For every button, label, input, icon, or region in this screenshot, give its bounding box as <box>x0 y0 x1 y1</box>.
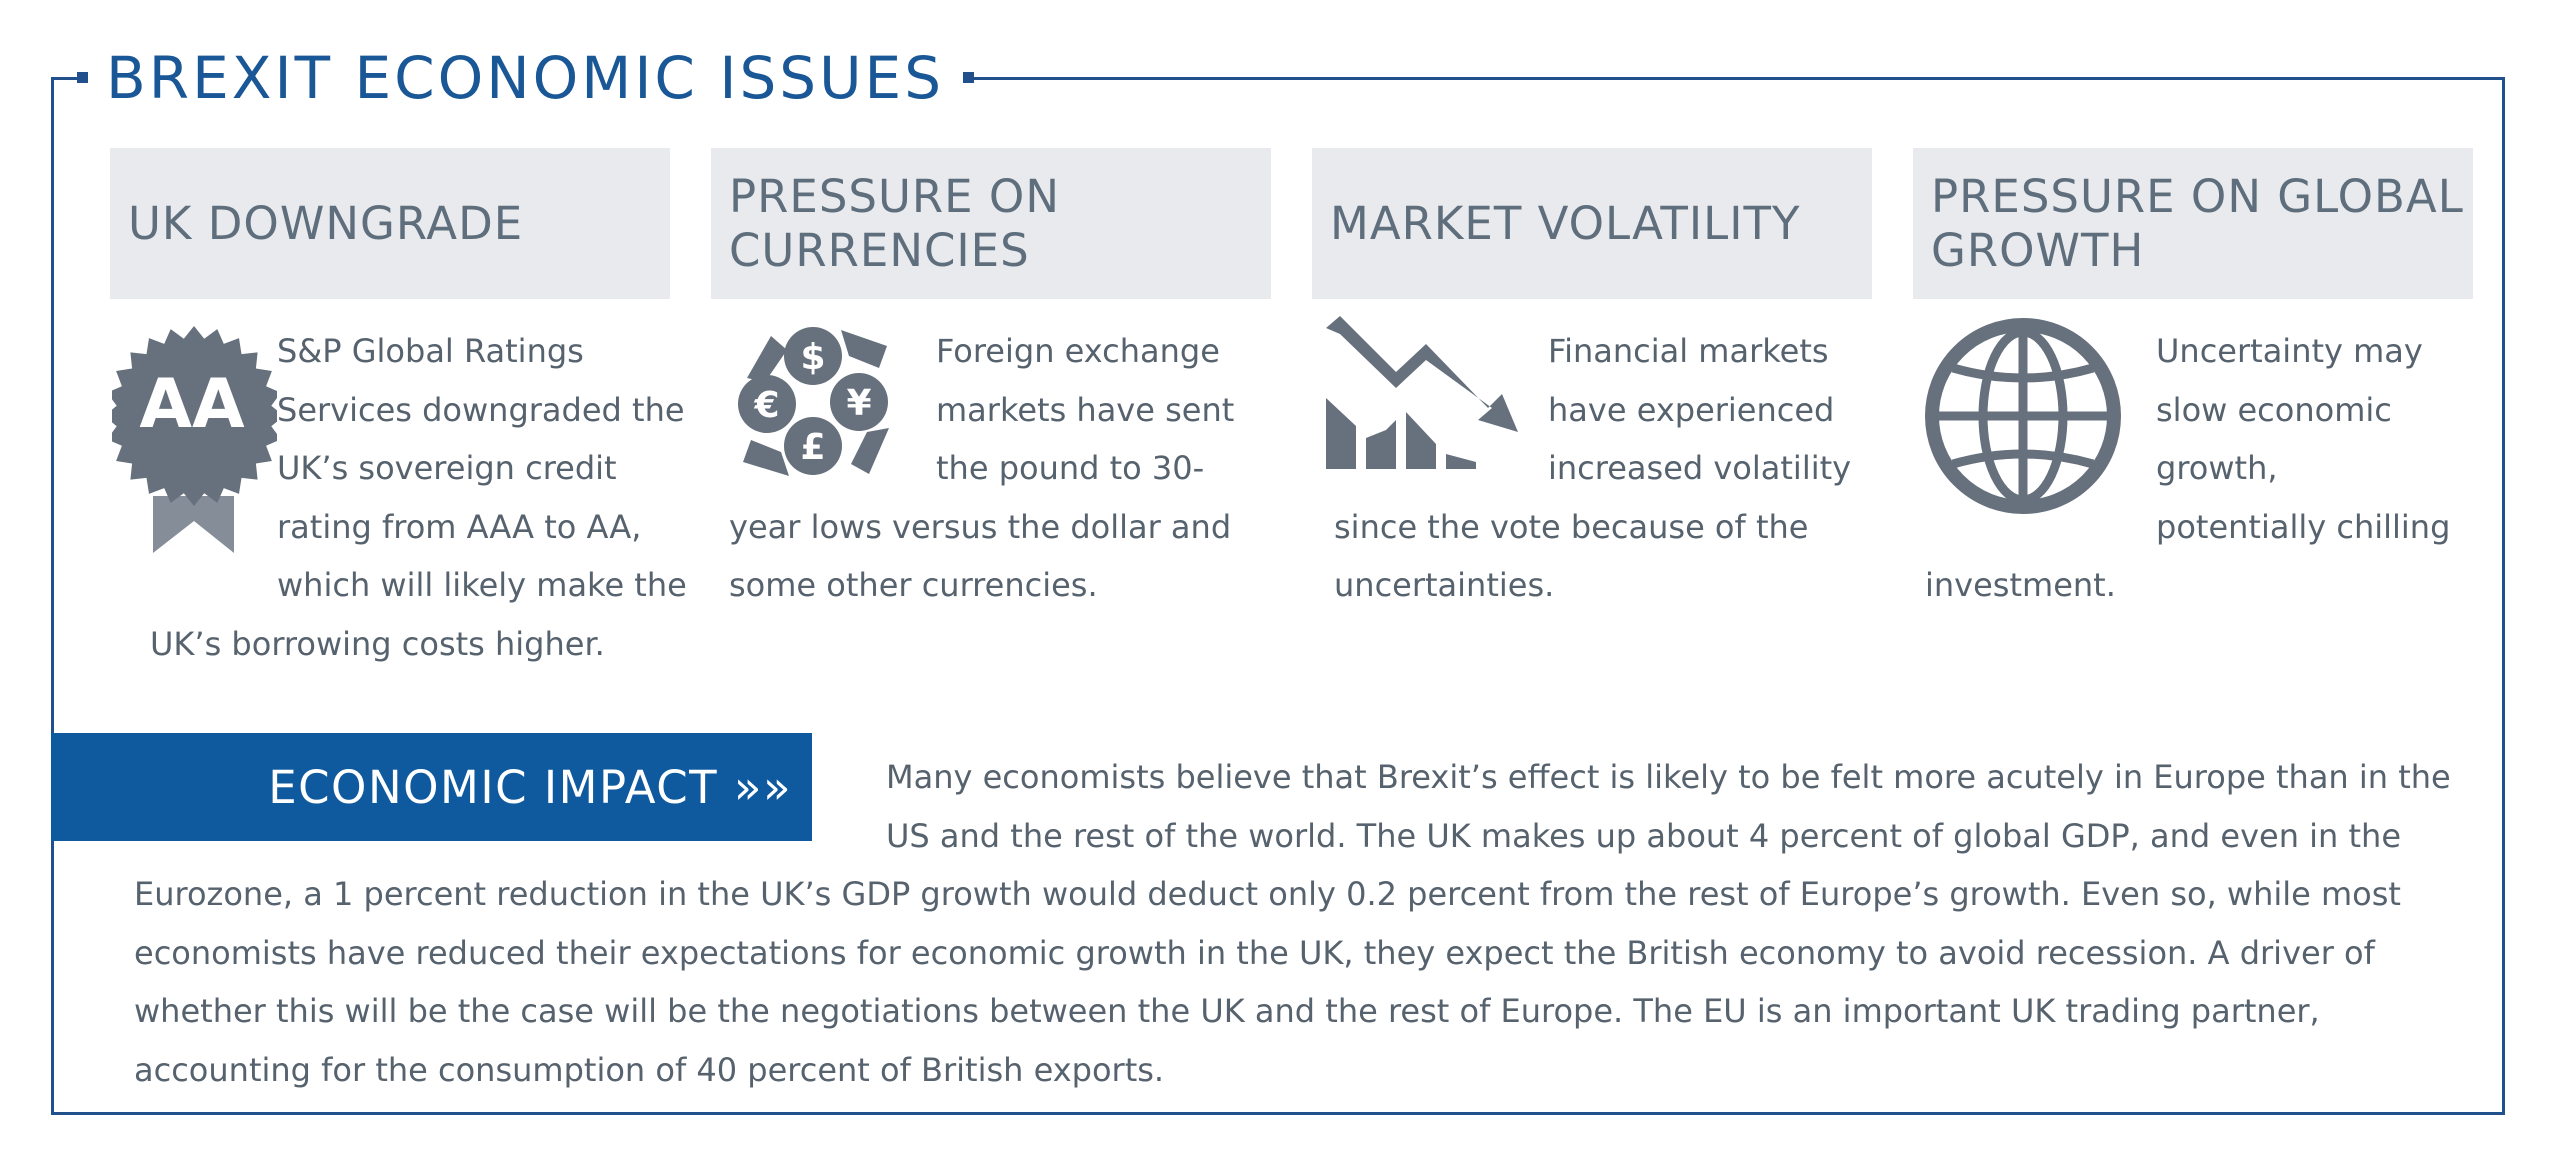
svg-text:€: € <box>754 385 780 426</box>
card-header-currencies <box>711 148 1271 299</box>
page-title: BREXIT ECONOMIC ISSUES <box>106 44 945 112</box>
economic-impact-label: ECONOMIC IMPACT »» <box>268 760 792 814</box>
card-heading: PRESSURE ON CURRENCIES <box>729 169 1060 277</box>
card-body-uk-downgrade <box>139 322 690 673</box>
currency-exchange-icon <box>729 316 924 494</box>
title-bracket-left <box>77 72 88 83</box>
card-header-global-growth <box>1913 148 2473 299</box>
card-text: Foreign exchange markets have sent the pound to 30-year lows versus the dollar and some other currencies. <box>729 332 1235 604</box>
economic-impact-paragraph: Many economists believe that Brexit’s effect is likely to be felt more acutely in Europe than in the US and the rest of the world. The UK makes up about 4 percent of global GDP, and even in the Eurozone, a 1 percent reduction in the UK’s GDP growth would deduct only 0.2 percent from the rest of Europe’s growth. Even so, while most economists have reduced their expectations for economic growth in the UK, they expect the British economy to avoid recession. A driver of whether this will be the case will be the negotiations between the UK and the rest of Europe. The EU is an important UK trading partner, accounting for the consumption of 40 percent of British exports. <box>134 758 2451 1089</box>
card-text: Uncertainty may slow economic growth, potentially chilling investment. <box>1925 332 2451 604</box>
card-text: Financial markets have experienced increased volatility since the vote because of the uncertainties. <box>1334 332 1852 604</box>
card-text: S&P Global Ratings Services downgraded the UK’s sovereign credit rating from AAA to AA, which will likely make the UK’s borrowing costs higher. <box>150 332 687 663</box>
economic-impact-text <box>134 748 2464 1099</box>
card-body-market-volatility <box>1334 322 1874 615</box>
svg-text:£: £ <box>800 427 826 468</box>
card-header-market-volatility <box>1312 148 1872 299</box>
card-body-global-growth <box>1925 322 2455 615</box>
svg-text:¥: ¥ <box>846 383 872 424</box>
svg-text:$: $ <box>800 337 826 378</box>
falling-chart-icon <box>1326 316 1548 476</box>
card-heading: UK DOWNGRADE <box>128 196 524 250</box>
banner-spacer <box>134 748 886 865</box>
card-heading: PRESSURE ON GLOBAL GROWTH <box>1931 169 2464 277</box>
title-bar <box>78 40 974 116</box>
globe-icon <box>1923 316 2156 516</box>
card-header-uk-downgrade <box>110 148 670 299</box>
card-heading: MARKET VOLATILITY <box>1330 196 1801 250</box>
svg-text:AA: AA <box>139 365 245 444</box>
card-body-currencies <box>729 322 1269 615</box>
title-bracket-right <box>963 72 974 83</box>
aa-rating-badge-icon <box>112 316 277 570</box>
